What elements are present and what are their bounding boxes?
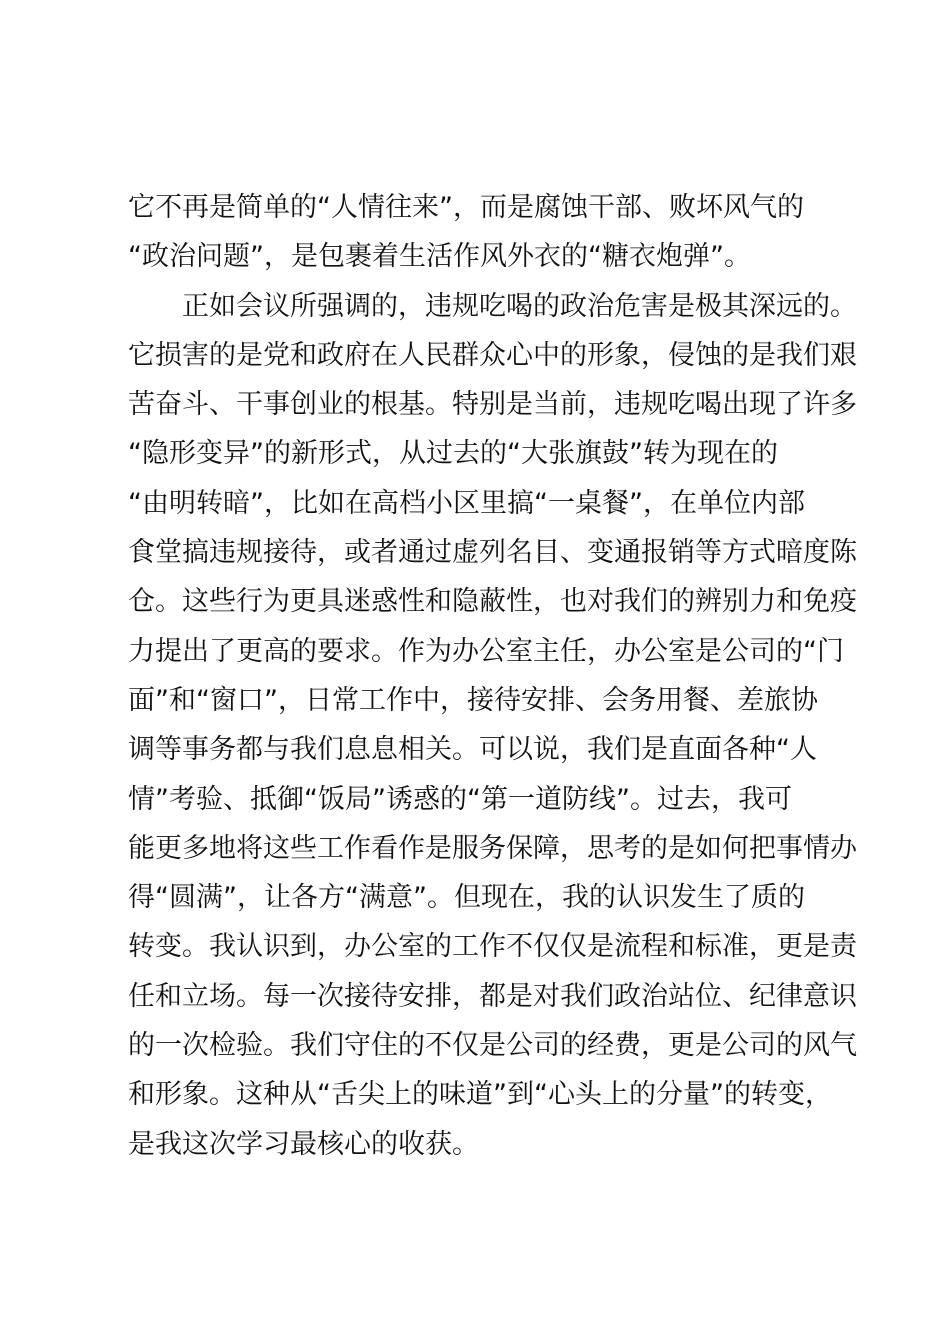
text-line: 仓。这些行为更具迷惑性和隐蔽性，也对我们的辨别力和免疫 — [128, 586, 857, 618]
text-line: 情”考验、抵御“饭局”诱惑的“第一道防线”。过去，我可 — [128, 783, 792, 815]
text-line: 面”和“窗口”，日常工作中，接待安排、会务用餐、差旅协 — [128, 684, 818, 716]
text-line: “隐形变异”的新形式，从过去的“大张旗鼓”转为现在的 — [128, 438, 778, 470]
text-line: 力提出了更高的要求。作为办公室主任，办公室是公司的“门 — [128, 635, 844, 667]
text-line: 苦奋斗、干事创业的根基。特别是当前，违规吃喝出现了许多 — [128, 389, 857, 421]
text-line: 食堂搞违规接待，或者通过虚列名目、变通报销等方式暗度陈 — [128, 537, 857, 569]
body-text — [128, 183, 857, 1169]
text-line: 能更多地将这些工作看作是服务保障，思考的是如何把事情办 — [128, 832, 857, 864]
text-line: 是我这次学习最核心的收获。 — [128, 1128, 479, 1160]
paragraph-start-line: 正如会议所强调的，违规吃喝的政治危害是极其深远的。 — [182, 290, 857, 322]
text-line: 的一次检验。我们守住的不仅是公司的经费，更是公司的风气 — [128, 1030, 857, 1062]
text-line: 转变。我认识到，办公室的工作不仅仅是流程和标准，更是责 — [128, 931, 857, 963]
text-line: 得“圆满”，让各方“满意”。但现在，我的认识发生了质的 — [128, 882, 805, 914]
text-line: “由明转暗”，比如在高档小区里搞“一桌餐”，在单位内部 — [128, 487, 805, 519]
text-line: 任和立场。每一次接待安排，都是对我们政治站位、纪律意识 — [128, 980, 857, 1012]
text-line: 调等事务都与我们息息相关。可以说，我们是直面各种“人 — [128, 734, 817, 766]
text-line: “政治问题”，是包裹着生活作风外衣的“糖衣炮弹”。 — [128, 241, 751, 273]
text-line: 它损害的是党和政府在人民群众心中的形象，侵蚀的是我们艰 — [128, 339, 857, 371]
text-line: 它不再是简单的“人情往来”，而是腐蚀干部、败坏风气的 — [128, 192, 804, 223]
text-line: 和形象。这种从“舌尖上的味道”到“心头上的分量”的转变， — [128, 1079, 832, 1111]
